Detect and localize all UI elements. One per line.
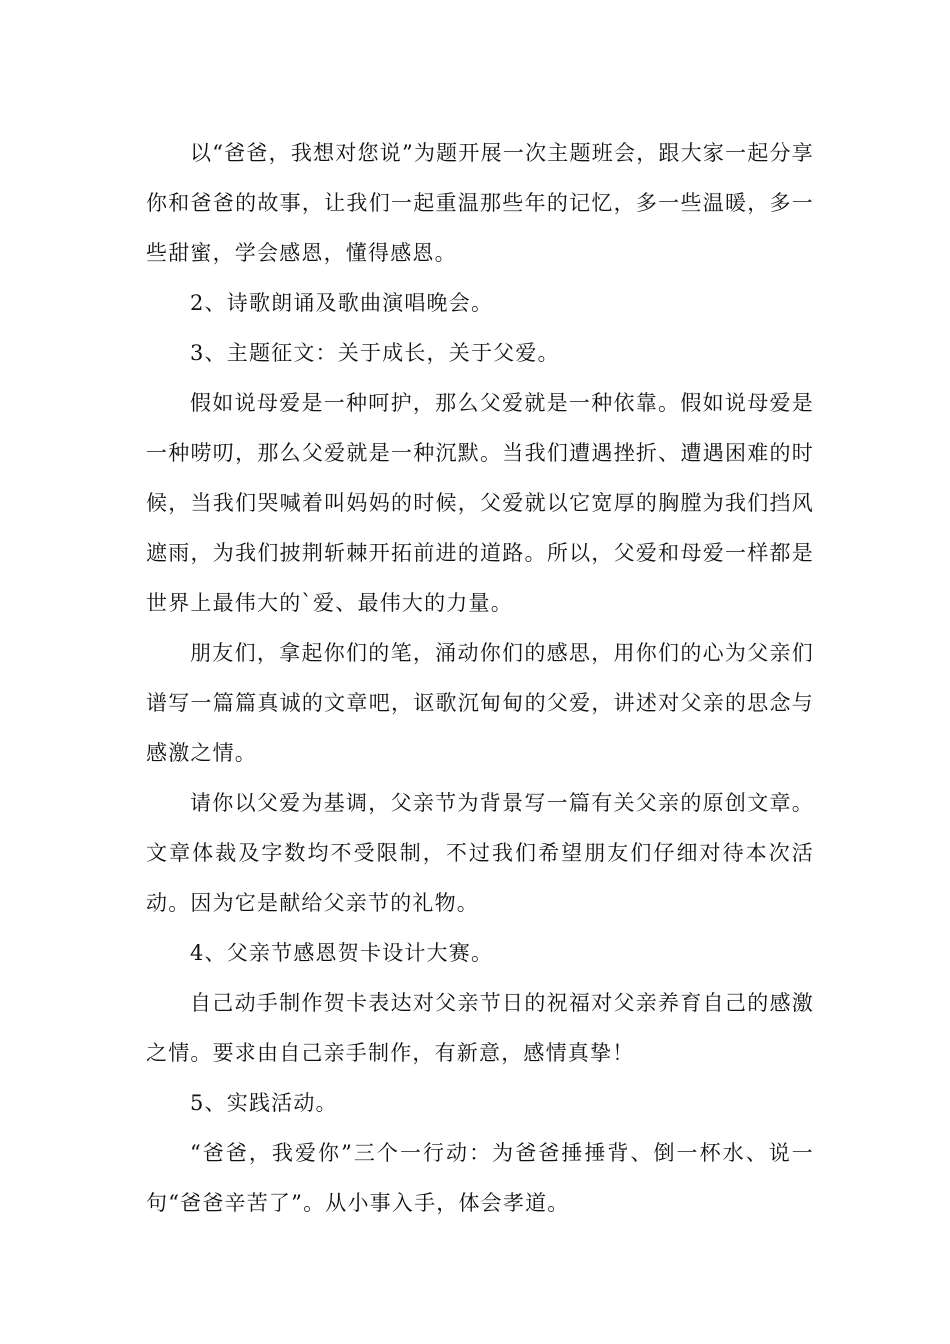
paragraph-item-4: 4、父亲节感恩贺卡设计大赛。 (190, 941, 494, 965)
paragraph-essay-request: 请你以父爱为基调，父亲节为背景写一篇有关父亲的原创文章。文章体裁及字数均不受限制，不过我们希望朋友们仔细对待本次活动。因为它是献给父亲节的礼物。 (146, 791, 814, 915)
paragraph-practice-action: “爸爸，我爱你”三个一行动：为爸爸捶捶背、倒一杯水、说一句“爸爸辛苦了”。从小事入手，体会孝道。 (146, 1141, 814, 1215)
paragraph-friends: 朋友们，拿起你们的笔，涌动你们的感思，用你们的心为父亲们谱写一篇篇真诚的文章吧，讴歌沉甸甸的父爱，讲述对父亲的思念与感激之情。 (146, 641, 814, 765)
paragraph-father-love: 假如说母爱是一种呵护，那么父爱就是一种依靠。假如说母爱是一种唠叨，那么父爱就是一种沉默。当我们遭遇挫折、遭遇困难的时候，当我们哭喊着叫妈妈的时候，父爱就以它宽厚的胸膛为我们挡风遮雨，为我们披荆斩棘开拓前进的道路。所以，父爱和母爱一样都是世界上最伟大的`爱、最伟大的力量。 (146, 391, 814, 615)
paragraph-item-3: 3、主题征文：关于成长，关于父爱。 (190, 341, 560, 365)
paragraph-item-5: 5、实践活动。 (190, 1091, 338, 1115)
paragraph-greeting-card: 自己动手制作贺卡表达对父亲节日的祝福对父亲养育自己的感激之情。要求由自己亲手制作，有新意，感情真挚！ (146, 991, 814, 1065)
paragraph-theme-meeting: 以“爸爸，我想对您说”为题开展一次主题班会，跟大家一起分享你和爸爸的故事，让我们一起重温那些年的记忆，多一些温暖，多一些甜蜜，学会感恩，懂得感恩。 (146, 141, 814, 265)
paragraph-item-2: 2、诗歌朗诵及歌曲演唱晚会。 (190, 291, 494, 315)
document-page (146, 128, 814, 1228)
